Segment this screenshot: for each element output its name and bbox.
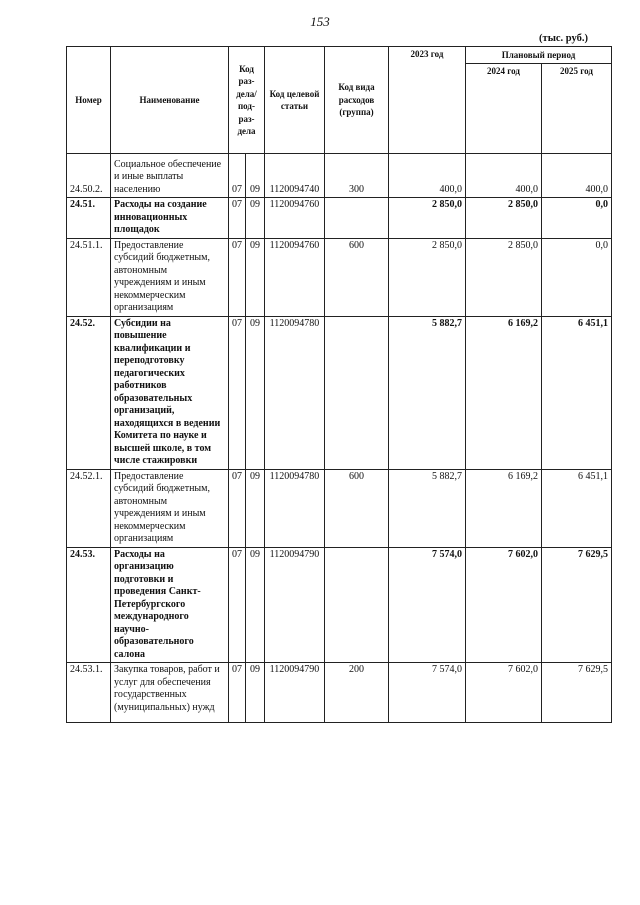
- cell-target: 1120094790: [265, 663, 325, 723]
- cell-razdel: 07: [229, 198, 246, 239]
- header-section-code: Код раз-дела/ под-раз-дела: [229, 47, 265, 154]
- cell-expense: [325, 547, 389, 663]
- cell-podrazdel: 09: [246, 198, 265, 239]
- table-row: [67, 154, 612, 198]
- table-row: [67, 198, 612, 239]
- cell-name: Социальное обеспечение и иные выплаты населению: [111, 154, 229, 198]
- budget-table: [66, 46, 612, 723]
- cell-razdel: 07: [229, 469, 246, 547]
- cell-name: Расходы на организацию подготовки и проведения Санкт-Петербургского международного научно-образовательного салона: [111, 547, 229, 663]
- header-planned-period: Плановый период: [466, 47, 612, 64]
- table-header: [67, 47, 612, 154]
- cell-name: Предоставление субсидий бюджетным, автономным учреждениям и иным некоммерческим организациям: [111, 238, 229, 316]
- cell-y2024: 7 602,0: [466, 547, 542, 663]
- cell-target: 1120094740: [265, 154, 325, 198]
- cell-y2025: 6 451,1: [542, 469, 612, 547]
- cell-y2024: 400,0: [466, 154, 542, 198]
- table-row: [67, 316, 612, 469]
- cell-razdel: 07: [229, 154, 246, 198]
- cell-expense: [325, 316, 389, 469]
- cell-y2025: 7 629,5: [542, 547, 612, 663]
- cell-razdel: 07: [229, 238, 246, 316]
- header-name: Наименование: [111, 47, 229, 154]
- cell-expense: [325, 198, 389, 239]
- cell-y2023: 5 882,7: [389, 469, 466, 547]
- cell-name: Субсидии на повышение квалификации и переподготовку педагогических работников образовательных организаций, находящихся в ведении Комитета по науке и высшей школе, в том числе стажировки: [111, 316, 229, 469]
- cell-target: 1120094780: [265, 316, 325, 469]
- cell-name: Закупка товаров, работ и услуг для обеспечения государственных (муниципальных) нужд: [111, 663, 229, 723]
- cell-y2023: 400,0: [389, 154, 466, 198]
- cell-number: 24.52.: [67, 316, 111, 469]
- units-label: (тыс. руб.): [539, 33, 588, 44]
- cell-number: 24.51.1.: [67, 238, 111, 316]
- cell-podrazdel: 09: [246, 547, 265, 663]
- cell-podrazdel: 09: [246, 316, 265, 469]
- cell-y2024: 2 850,0: [466, 238, 542, 316]
- cell-y2024: 6 169,2: [466, 469, 542, 547]
- cell-y2025: 0,0: [542, 238, 612, 316]
- cell-target: 1120094790: [265, 547, 325, 663]
- cell-podrazdel: 09: [246, 154, 265, 198]
- cell-target: 1120094780: [265, 469, 325, 547]
- cell-y2023: 2 850,0: [389, 198, 466, 239]
- cell-name: Расходы на создание инновационных площадок: [111, 198, 229, 239]
- table-row: [67, 469, 612, 547]
- table-row: [67, 547, 612, 663]
- header-2024: 2024 год: [466, 64, 542, 154]
- cell-name: Предоставление субсидий бюджетным, автономным учреждениям и иным некоммерческим организациям: [111, 469, 229, 547]
- cell-y2023: 7 574,0: [389, 547, 466, 663]
- cell-y2025: 7 629,5: [542, 663, 612, 723]
- cell-podrazdel: 09: [246, 663, 265, 723]
- header-target-code: Код целевой статьи: [265, 47, 325, 154]
- cell-number: 24.53.1.: [67, 663, 111, 723]
- table-body: [67, 154, 612, 723]
- cell-expense: 600: [325, 469, 389, 547]
- header-2025: 2025 год: [542, 64, 612, 154]
- cell-y2023: 5 882,7: [389, 316, 466, 469]
- cell-podrazdel: 09: [246, 238, 265, 316]
- cell-expense: 600: [325, 238, 389, 316]
- table-row: [67, 238, 612, 316]
- cell-podrazdel: 09: [246, 469, 265, 547]
- cell-number: 24.50.2.: [67, 154, 111, 198]
- cell-y2025: 0,0: [542, 198, 612, 239]
- cell-target: 1120094760: [265, 198, 325, 239]
- cell-y2023: 2 850,0: [389, 238, 466, 316]
- cell-razdel: 07: [229, 316, 246, 469]
- table-row: [67, 663, 612, 723]
- header-2023: 2023 год: [389, 47, 466, 154]
- cell-y2024: 6 169,2: [466, 316, 542, 469]
- cell-number: 24.51.: [67, 198, 111, 239]
- cell-target: 1120094760: [265, 238, 325, 316]
- cell-expense: 300: [325, 154, 389, 198]
- cell-y2023: 7 574,0: [389, 663, 466, 723]
- cell-expense: 200: [325, 663, 389, 723]
- cell-razdel: 07: [229, 663, 246, 723]
- cell-y2025: 400,0: [542, 154, 612, 198]
- header-expense-type: Код вида расходов (группа): [325, 47, 389, 154]
- page-number: 153: [310, 14, 330, 29]
- cell-razdel: 07: [229, 547, 246, 663]
- cell-y2024: 7 602,0: [466, 663, 542, 723]
- cell-y2025: 6 451,1: [542, 316, 612, 469]
- header-number: Номер: [67, 47, 111, 154]
- cell-number: 24.52.1.: [67, 469, 111, 547]
- cell-number: 24.53.: [67, 547, 111, 663]
- cell-y2024: 2 850,0: [466, 198, 542, 239]
